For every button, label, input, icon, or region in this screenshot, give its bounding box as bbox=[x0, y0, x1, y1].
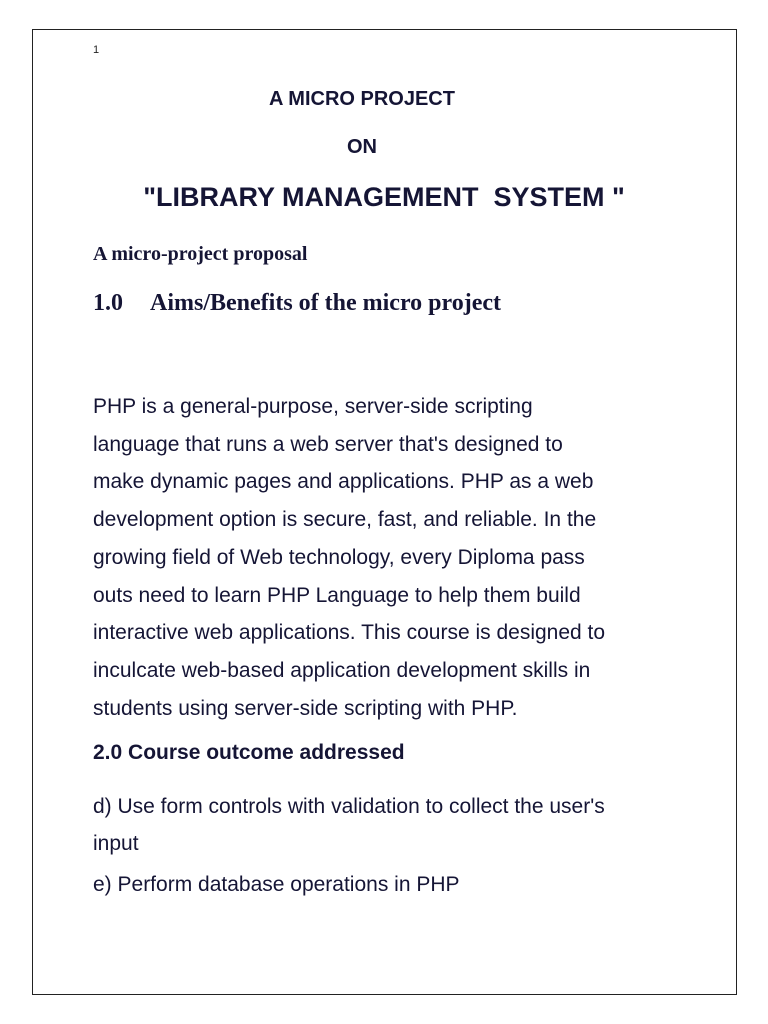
paragraph-line: outs need to learn PHP Language to help them build bbox=[93, 583, 581, 607]
paragraph-line: development option is secure, fast, and reliable. In the bbox=[93, 508, 597, 532]
outcome-d-line: d) Use form controls with validation to collect the user's bbox=[93, 795, 605, 818]
paragraph-line: growing field of Web technology, every Diploma pass bbox=[93, 545, 585, 569]
paragraph-line: PHP is a general-purpose, server-side scripting bbox=[93, 395, 533, 418]
project-title: "LIBRARY MANAGEMENT SYSTEM " bbox=[143, 182, 625, 212]
proposal-label: A micro-project proposal bbox=[93, 243, 308, 265]
outcome-d bbox=[93, 788, 693, 862]
paragraph-line: make dynamic pages and applications. PHP as a web bbox=[93, 470, 594, 494]
section-1-number: 1.0 bbox=[93, 290, 123, 316]
section-2-heading: 2.0 Course outcome addressed bbox=[93, 741, 405, 764]
aims-paragraph bbox=[93, 388, 693, 727]
section-1-heading bbox=[93, 290, 501, 317]
section-1-title: Aims/Benefits of the micro project bbox=[150, 290, 502, 316]
outcome-e: e) Perform database operations in PHP bbox=[93, 873, 460, 896]
paragraph-line: interactive web applications. This course is designed to bbox=[93, 621, 606, 645]
page-number: 1 bbox=[93, 44, 100, 56]
paragraph-line: language that runs a web server that's designed to bbox=[93, 432, 563, 456]
title-line-1: A MICRO PROJECT bbox=[269, 88, 455, 110]
outcome-d-line: input bbox=[93, 832, 139, 855]
paragraph-line: students using server-side scripting with PHP. bbox=[93, 696, 518, 720]
paragraph-line: inculcate web-based application development skills in bbox=[93, 658, 591, 682]
title-line-2: ON bbox=[347, 136, 377, 158]
